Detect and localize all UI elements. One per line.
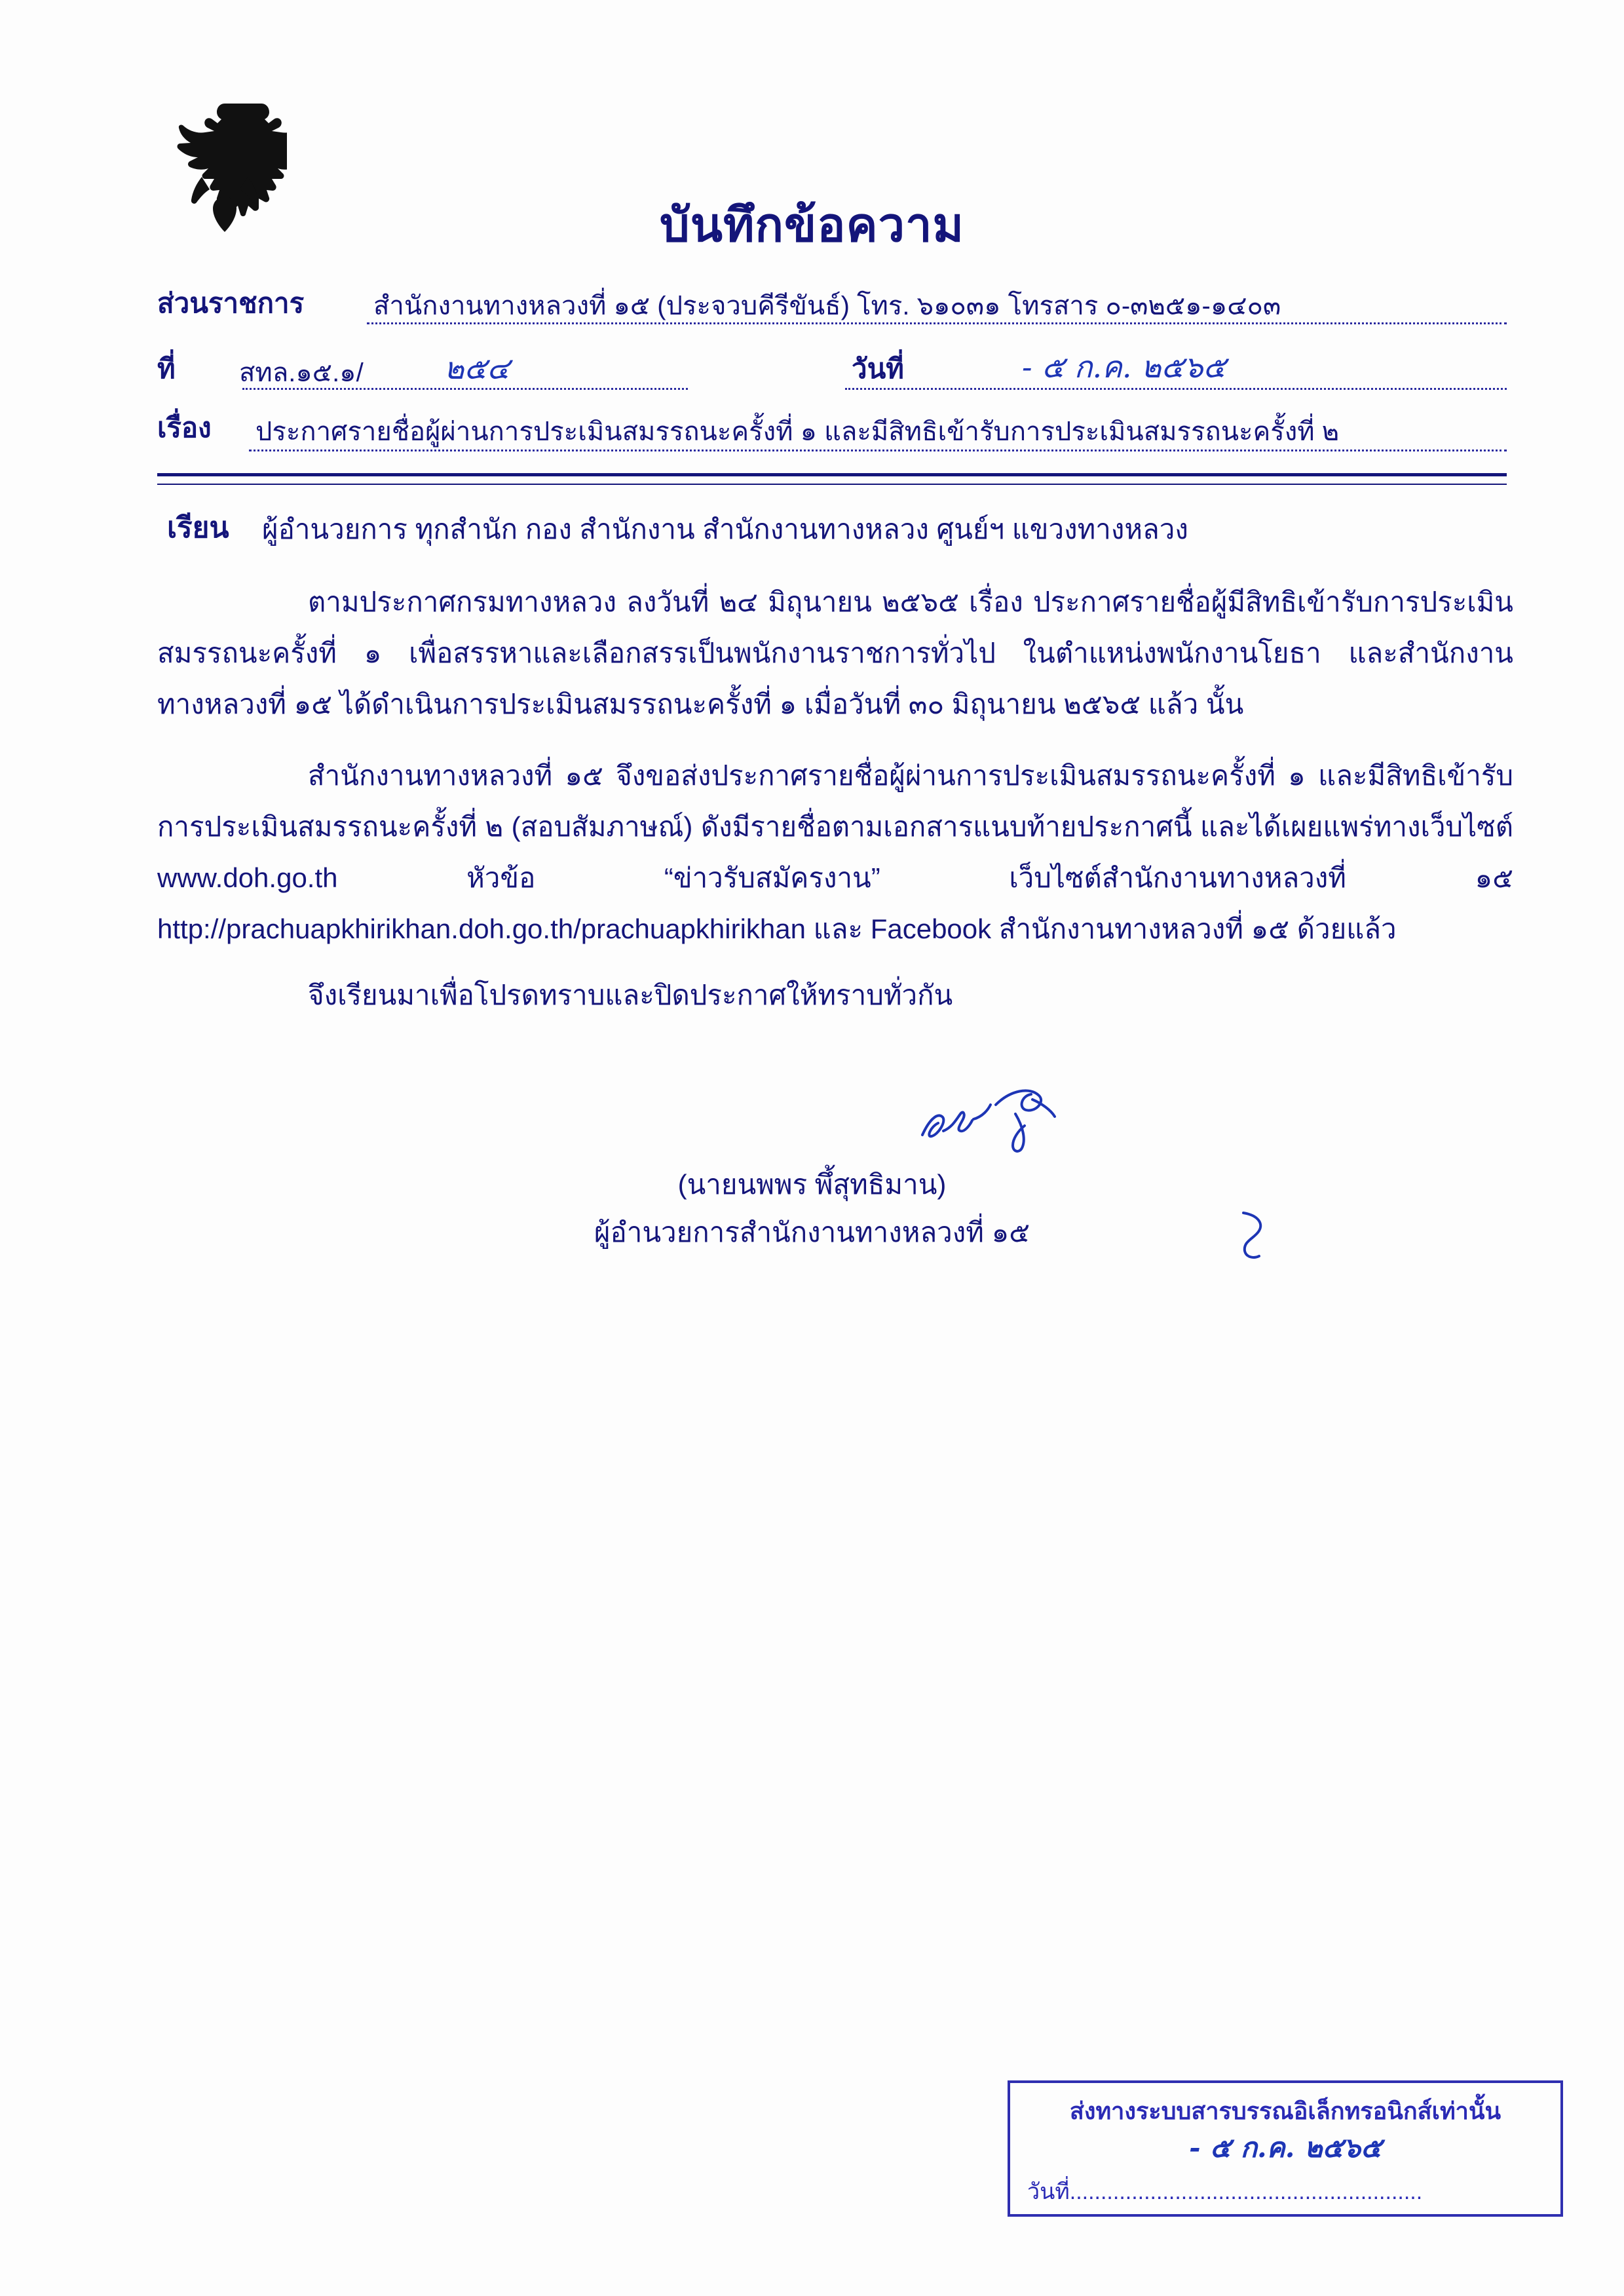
- paragraph-3: [157, 970, 1513, 1021]
- stamp-date-field: วันที่.........................................................: [1027, 2179, 1423, 2204]
- paragraph-2: [157, 750, 1513, 955]
- paragraph-3-text: จึงเรียนมาเพื่อโปรดทราบและปิดประกาศให้ทราบทั่วกัน: [308, 980, 953, 1010]
- header-rule-thin: [157, 484, 1507, 485]
- paragraph-1-text: ตามประกาศกรมทางหลวง ลงวันที่ ๒๔ มิถุนายน ๒๕๖๕ เรื่อง ประกาศรายชื่อผู้มีสิทธิเข้ารับการประเมินสมรรถนะครั้งที่ ๑ เพื่อสรรหาและเลือกสรรเป็นพนักงานราชการทั่วไป ในตำแหน่งพนักงานโยธา และสำนักงานทางหลวงที่ ๑๕ ได้ดำเนินการประเมินสมรรถนะครั้งที่ ๑ เมื่อวันที่ ๓๐ มิถุนายน ๒๕๖๕ แล้ว นั้น: [157, 586, 1513, 719]
- reference-label: ที่: [157, 353, 176, 384]
- reference-dotline: [242, 388, 688, 390]
- header-rule-thick: [157, 473, 1507, 476]
- signature-position: ผู้อำนวยการสำนักงานทางหลวงที่ ๑๕: [594, 1217, 1030, 1248]
- signature-name: (นายนพพร พึ้สุทธิมาน): [677, 1169, 947, 1200]
- stamp-date: - ๕ ก.ค. ๒๕๖๕: [1189, 2132, 1382, 2164]
- signature-tail-scribble: [1237, 1209, 1276, 1261]
- date-value-handwritten: - ๕ ก.ค. ๒๕๖๕: [1022, 349, 1226, 385]
- paragraph-1: [157, 577, 1513, 730]
- reference-row: [157, 347, 1507, 393]
- subject-dotline: [249, 450, 1507, 451]
- subject-row: [157, 406, 1507, 452]
- date-dotline: [845, 388, 1507, 390]
- document-title: บันทึกข้อความ: [660, 199, 964, 252]
- to-value: ผู้อำนวยการ ทุกสำนัก กอง สำนักงาน สำนักงานทางหลวง ศูนย์ฯ แขวงทางหลวง: [262, 514, 1188, 545]
- subject-label: เรื่อง: [157, 412, 212, 443]
- paragraph-2-text: สำนักงานทางหลวงที่ ๑๕ จึงขอส่งประกาศรายชื่อผู้ผ่านการประเมินสมรรถนะครั้งที่ ๑ และมีสิทธิเข้ารับการประเมินสมรรถนะครั้งที่ ๒ (สอบสัมภาษณ์) ดังมีรายชื่อตามเอกสารแนบท้ายประกาศนี้ และได้เผยแพร่ทางเว็บไซต์ www.doh.go.th หัวข้อ “ข่าวรับสมัครงาน” เว็บไซต์สำนักงานทางหลวงที่ ๑๕ http://prachuapkhirikhan.doh.go.th/prachuapkhirikhan และ Facebook สำนักงานทางหลวงที่ ๑๕ ด้วยแล้ว: [157, 760, 1513, 944]
- stamp-title: ส่งทางระบบสารบรรณอิเล็กทรอนิกส์เท่านั้น: [1069, 2097, 1501, 2124]
- agency-label: ส่วนราชการ: [157, 288, 305, 318]
- signature-scribble: [917, 1088, 1087, 1160]
- reference-value-printed: สทล.๑๕.๑/: [239, 358, 364, 387]
- agency-row: [157, 282, 1507, 328]
- to-label: เรียน: [167, 512, 229, 544]
- agency-dotline: [367, 322, 1507, 324]
- agency-value: สำนักงานทางหลวงที่ ๑๕ (ประจวบคีรีขันธ์) โทร. ๖๑๐๓๑ โทรสาร ๐-๓๒๕๑-๑๔๐๓: [373, 292, 1281, 320]
- reference-value-handwritten: ๒๕๔: [444, 351, 510, 386]
- subject-value: ประกาศรายชื่อผู้ผ่านการประเมินสมรรถนะครั้งที่ ๑ และมีสิทธิเข้ารับการประเมินสมรรถนะครั้งที่ ๒: [255, 417, 1340, 446]
- electronic-delivery-stamp: [1008, 2080, 1563, 2217]
- date-label: วันที่: [852, 353, 904, 384]
